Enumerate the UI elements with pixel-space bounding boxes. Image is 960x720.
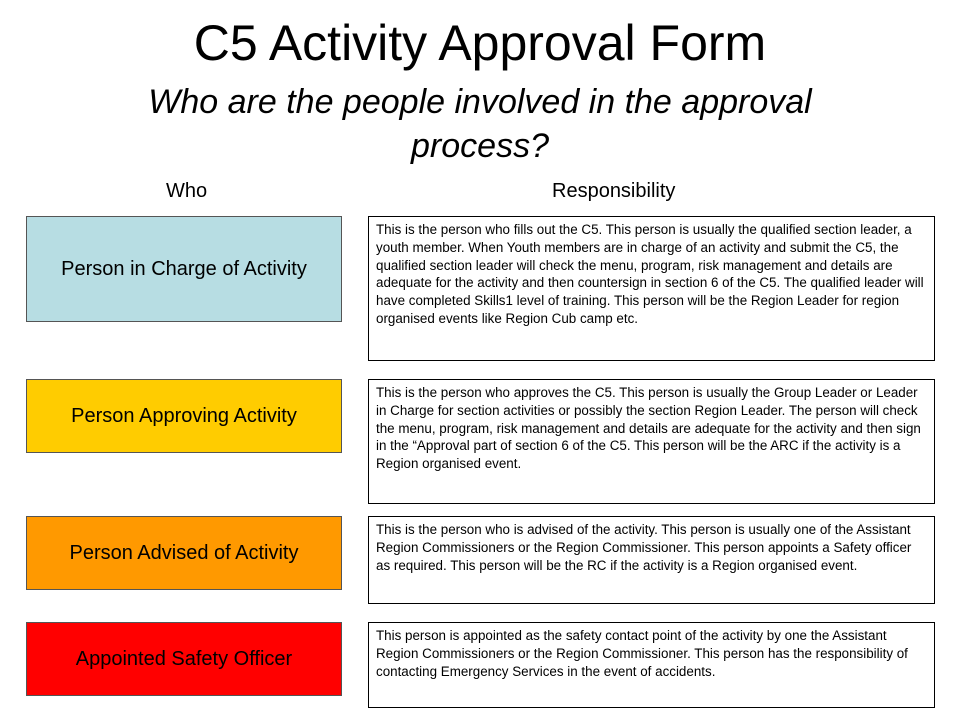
responsibility-box-person-in-charge [368,216,935,361]
role-label: Person Advised of Activity [69,542,299,564]
responsibility-text: This is the person who is advised of the activity. This person is usually one of the Assistant Region Commissioners or the Region Commissioner. This person appoints a Safety officer as required. This person will be the RC if the activity is a Region organised event. [376,522,912,573]
responsibility-box-person-advised [368,516,935,604]
role-box-person-in-charge [26,216,342,322]
role-label: Appointed Safety Officer [75,648,293,670]
responsibility-text: This is the person who fills out the C5. This person is usually the qualified section leader, a youth member. When Youth members are in charge of an activity and submit the C5, the qualified section leader will check the menu, program, risk management and details are adequate for the activity and then countersign in section 6 of the C5. The qualified leader will have completed Skills1 level of training. This person will be the Region Leader for region organised events like Region Cub camp etc. [376,222,924,326]
role-box-safety-officer [26,622,342,696]
responsibility-box-person-approving [368,379,935,504]
page-title: C5 Activity Approval Form [193,15,767,71]
page-subtitle: Who are the people involved in the approval process? [148,83,812,165]
who-column-header: Who [166,180,208,202]
responsibility-column-header: Responsibility [552,180,676,202]
role-box-person-approving [26,379,342,453]
responsibility-text: This person is appointed as the safety contact point of the activity by one the Assistant Region Commissioners or the Region Commissioner. This person has the responsibility of contacting Emergency Services in the event of accidents. [376,628,908,679]
responsibility-text: This is the person who approves the C5. This person is usually the Group Leader or Leader in Charge for section activities or possibly the section Region Leader. The person will check the menu, program, risk management and details are adequate for the activity and then sign in the “Approval part of section 6 of the C5. This person will be the ARC if the activity is a Region organised event. [376,385,921,472]
role-label: Person in Charge of Activity [61,258,307,280]
responsibility-box-safety-officer [368,622,935,708]
role-label: Person Approving Activity [71,405,297,427]
role-box-person-advised [26,516,342,590]
